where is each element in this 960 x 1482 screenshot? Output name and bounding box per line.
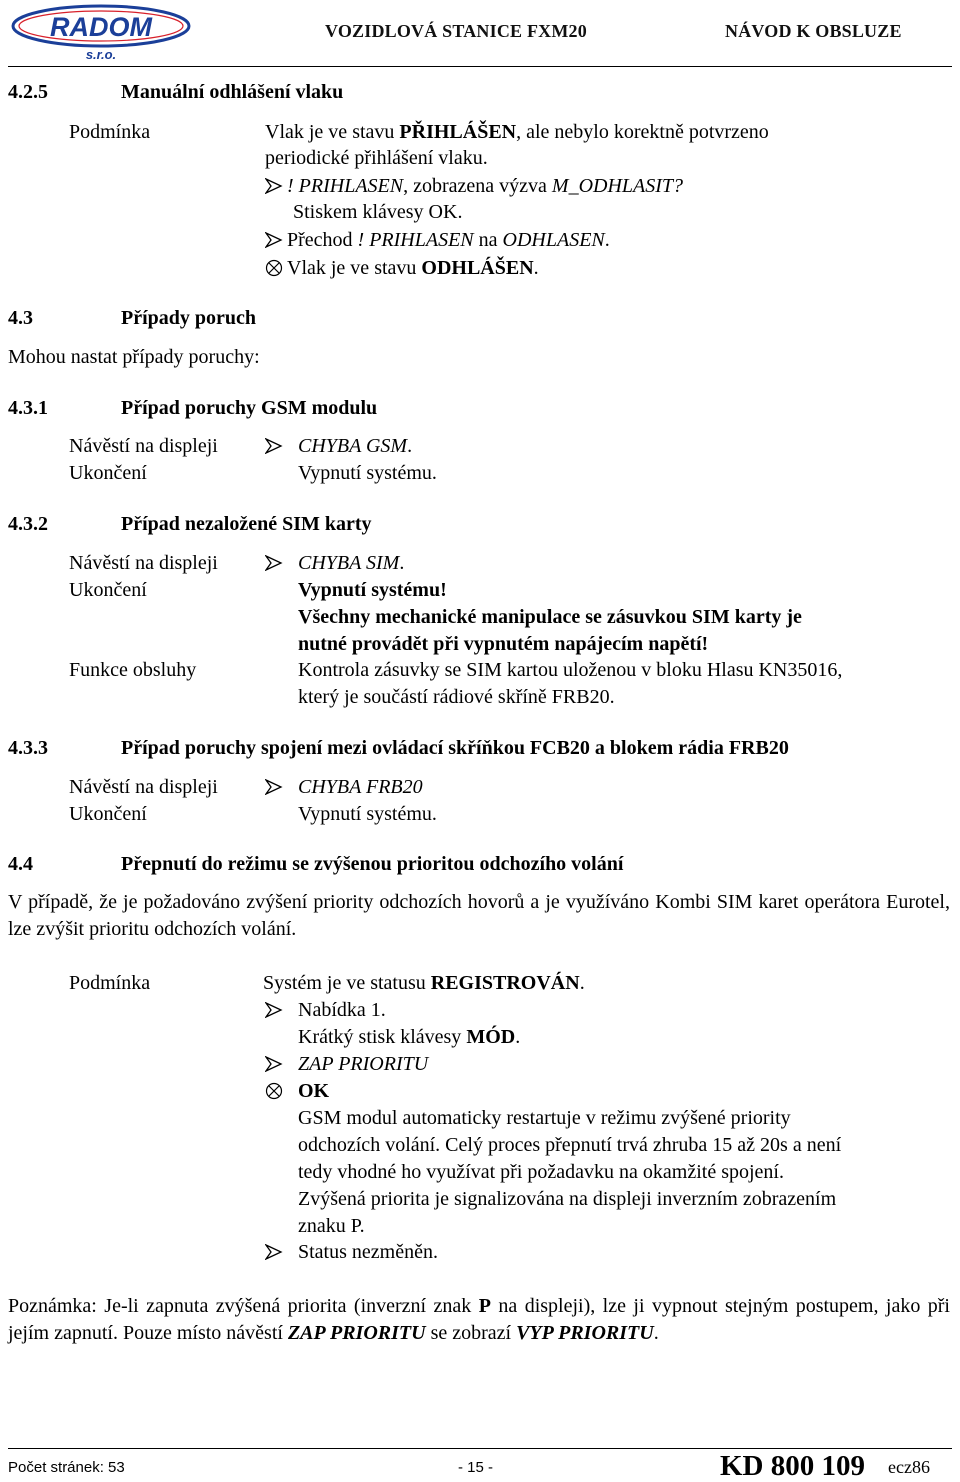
label-termination: Ukončení: [69, 803, 147, 825]
condition-line: Systém je ve statusu REGISTROVÁN.: [263, 972, 585, 994]
section-4-3-intro: Mohou nastat případy poruchy:: [8, 346, 260, 368]
footer-page-number: - 15 -: [458, 1459, 494, 1476]
step-2: Přechod ! PRIHLASEN na ODHLASEN.: [265, 228, 610, 252]
radom-logo-icon: [8, 3, 194, 63]
label-termination: Ukončení: [69, 579, 147, 601]
display-message-value: CHYBA SIM.: [265, 551, 404, 575]
description-line-3: tedy vhodné ho využívat při požadavku na okamžité spojení.: [298, 1161, 784, 1183]
footer-document-code: KD 800 109: [720, 1450, 865, 1482]
termination-value: Vypnutí systému.: [298, 462, 437, 484]
step-1: ! PRIHLASEN, zobrazena výzva M_ODHLASIT?: [265, 174, 683, 198]
section-4-3-3-number: 4.3.3: [8, 737, 48, 759]
label-display-message: Návěstí na displeji: [69, 552, 218, 574]
section-4-3-1-title: Případ poruchy GSM modulu: [121, 397, 378, 419]
arrow-bullet-icon: [265, 434, 298, 458]
description-line-2: odchozích volání. Celý proces přepnutí trvá zhruba 15 až 20s a není: [298, 1134, 842, 1156]
step-4: Status nezměněn.: [265, 1240, 438, 1264]
company-logo: [8, 3, 194, 63]
logo-subtext: s.r.o.: [85, 47, 117, 62]
step-2: ZAP PRIORITU: [265, 1052, 428, 1076]
footer-page-count: Počet stránek: 53: [8, 1459, 125, 1476]
termination-value: Vypnutí systému!: [298, 579, 447, 601]
arrow-bullet-icon: [265, 228, 287, 252]
result-line: Vlak je ve stavu ODHLÁŠEN.: [265, 256, 539, 280]
section-4-2-5-title: Manuální odhlášení vlaku: [121, 81, 344, 103]
description-line-1: GSM modul automaticky restartuje v režimu zvýšené priority: [298, 1107, 791, 1129]
section-4-4-title: Přepnutí do režimu se zvýšenou prioritou odchozího volání: [121, 853, 624, 875]
warning-line-1: Všechny mechanické manipulace se zásuvkou SIM karty je: [298, 606, 802, 628]
step-1: Nabídka 1.: [265, 998, 386, 1022]
warning-line-2: nutné provádět při vypnutém napájecím napětí!: [298, 633, 709, 655]
arrow-bullet-icon: [265, 1052, 298, 1076]
section-4-3-2-title: Případ nezaložené SIM karty: [121, 513, 372, 535]
header-manual: NÁVOD K OBSLUZE: [725, 21, 902, 41]
arrow-bullet-icon: [265, 551, 298, 575]
section-4-3-1-number: 4.3.1: [8, 397, 48, 419]
footer-revision-code: ecz86: [888, 1457, 930, 1477]
section-4-2-5-number: 4.2.5: [8, 81, 48, 103]
section-4-4-paragraph: V případě, že je požadováno zvýšení priority odchozích hovorů a je využíváno Kombi SIM karet operátora Eurotel, lze zvýšit prioritu odchozích volání.: [8, 891, 950, 940]
condition-line-2: periodické přihlášení vlaku.: [265, 147, 488, 169]
arrow-bullet-icon: [265, 1240, 298, 1264]
result-cross-icon: [265, 256, 287, 280]
description-line-4: Zvýšená priorita je signalizována na displeji inverzním zobrazením: [298, 1188, 837, 1210]
label-display-message: Návěstí na displeji: [69, 435, 218, 457]
display-message-value: CHYBA GSM.: [265, 434, 412, 458]
section-4-3-2-number: 4.3.2: [8, 513, 48, 535]
step-1-detail: Krátký stisk klávesy MÓD.: [298, 1026, 521, 1048]
logo-text: RADOM: [50, 12, 152, 42]
condition-line-1: Vlak je ve stavu PŘIHLÁŠEN, ale nebylo korektně potvrzeno: [265, 121, 769, 143]
section-4-3-3-title: Případ poruchy spojení mezi ovládací skříňkou FCB20 a blokem rádia FRB20: [121, 737, 789, 759]
result-cross-icon: [265, 1079, 298, 1103]
header-rule: [8, 66, 952, 67]
operator-function-line-2: který je součástí rádiové skříně FRB20.: [298, 686, 615, 708]
label-operator-function: Funkce obsluhy: [69, 659, 197, 681]
header-title: VOZIDLOVÁ STANICE FXM20: [325, 21, 587, 41]
label-podminka: Podmínka: [69, 972, 151, 994]
display-message-value: CHYBA FRB20: [265, 775, 423, 799]
termination-value: Vypnutí systému.: [298, 803, 437, 825]
section-4-4-number: 4.4: [8, 853, 33, 875]
operator-function-line-1: Kontrola zásuvky se SIM kartou uloženou v bloku Hlasu KN35016,: [298, 659, 843, 681]
section-4-3-number: 4.3: [8, 307, 33, 329]
label-display-message: Návěstí na displeji: [69, 776, 218, 798]
arrow-bullet-icon: [265, 174, 287, 198]
label-podminka: Podmínka: [69, 121, 151, 143]
step-3: OK: [265, 1079, 329, 1103]
section-4-3-title: Případy poruch: [121, 307, 257, 329]
label-termination: Ukončení: [69, 462, 147, 484]
step-1-detail: Stiskem klávesy OK.: [293, 201, 463, 223]
arrow-bullet-icon: [265, 998, 298, 1022]
note-paragraph: Poznámka: Je-li zapnuta zvýšená priorita (inverzní znak P na displeji), lze ji vypnout stejným postupem, jako při jejím zapnutí. Pouze místo návěstí ZAP PRIORITU se zobrazí VYP PRIORITU.: [8, 1295, 950, 1344]
footer-rule: [8, 1448, 952, 1449]
arrow-bullet-icon: [265, 775, 298, 799]
description-line-5: znaku P.: [298, 1215, 365, 1237]
